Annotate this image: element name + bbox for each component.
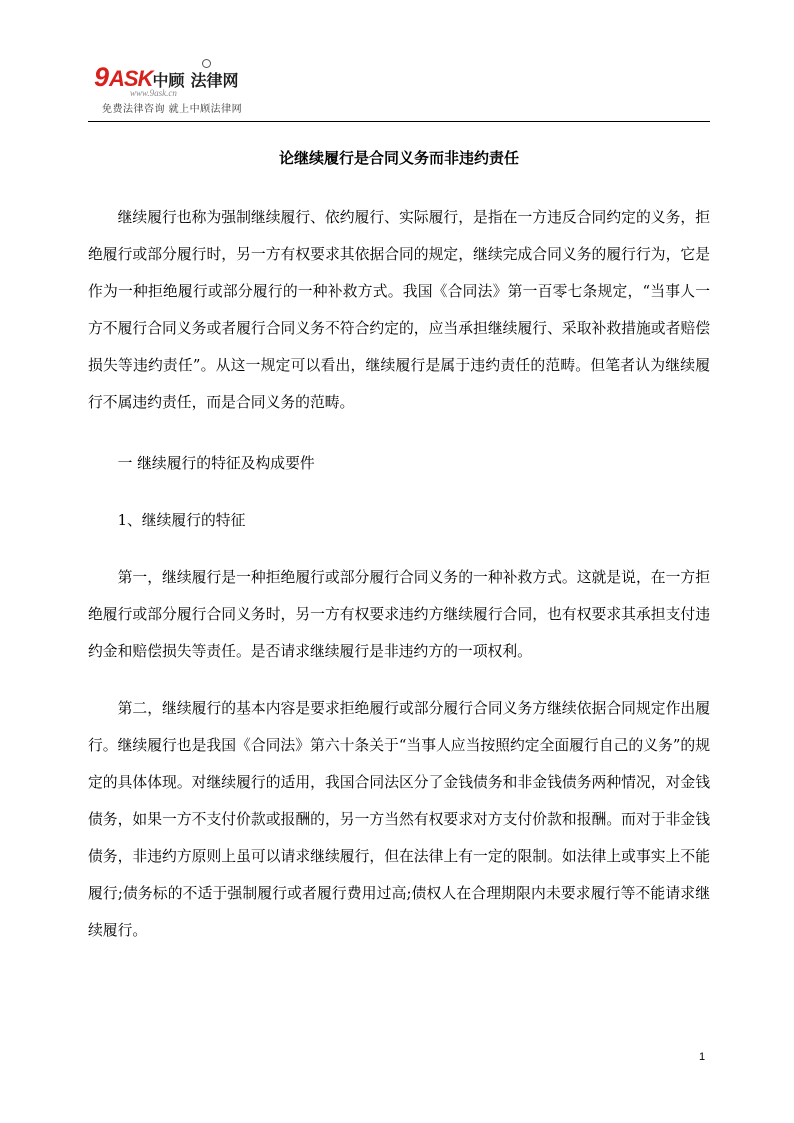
subsection-heading: 1、继续履行的特征 [117, 512, 246, 529]
body-paragraph-second-feature: 第二，继续履行的基本内容是要求拒绝履行或部分履行合同义务方继续依据合同规定作出履行。继续履行也是我国《合同法》第六十条关于“当事人应当按照约定全面履行自己的义务”的规定的具体体现。对继续履行的适用，我国合同法区分了金钱债务和非金钱债务两种情况，对金钱债务，如果一方不支付价款或报酬的，另一方当然有权要求对方支付价款和报酬。而对于非金钱债务，非违约方原则上虽可以请求继续履行，但在法律上有一定的限制。如法律上或事实上不能履行;债务标的不适于强制履行或者履行费用过高;债权人在合理期限内未要求履行等不能请求继续履行。 [88, 700, 710, 939]
body-paragraph-first-feature: 第一，继续履行是一种拒绝履行或部分履行合同义务的一种补救方式。这就是说，在一方拒绝履行或部分履行合同义务时，另一方有权要求违约方继续履行合同，也有权要求其承担支付违约金和赔偿损失等责任。是否请求继续履行是非违约方的一项权利。 [88, 569, 710, 660]
logo-url: www.9ask.cn [130, 88, 177, 98]
document-body [88, 199, 710, 949]
header-divider [88, 121, 710, 122]
logo-ask: ASK [109, 66, 153, 91]
logo-falvwang: 法律网 [190, 71, 239, 90]
document-title: 论继续履行是合同义务而非违约责任 [278, 149, 519, 167]
intro-paragraph: 继续履行也称为强制继续履行、依约履行、实际履行，是指在一方违反合同约定的义务，拒绝履行或部分履行时，另一方有权要求其依据合同的规定，继续完成合同义务的履行行为，它是作为一种拒绝履行或部分履行的一种补救方式。我国《合同法》第一百零七条规定，“当事人一方不履行合同义务或者履行合同义务不符合约定的，应当承担继续履行、采取补救措施或者赔偿损失等违约责任”。从这一规定可以看出，继续履行是属于违约责任的范畴。但笔者认为继续履行不属违约责任，而是合同义务的范畴。 [88, 209, 710, 411]
logo-nine: 9 [94, 62, 110, 92]
logo-zhonggu: 中顾 [152, 71, 185, 90]
9ask-logo [94, 56, 294, 116]
page-header [88, 56, 710, 122]
section-heading: 一 继续履行的特征及构成要件 [117, 455, 315, 472]
trademark-icon [202, 59, 211, 68]
logo-slogan: 免费法律咨询 就上中顾法律网 [102, 104, 243, 115]
page-number: 1 [699, 1051, 706, 1063]
